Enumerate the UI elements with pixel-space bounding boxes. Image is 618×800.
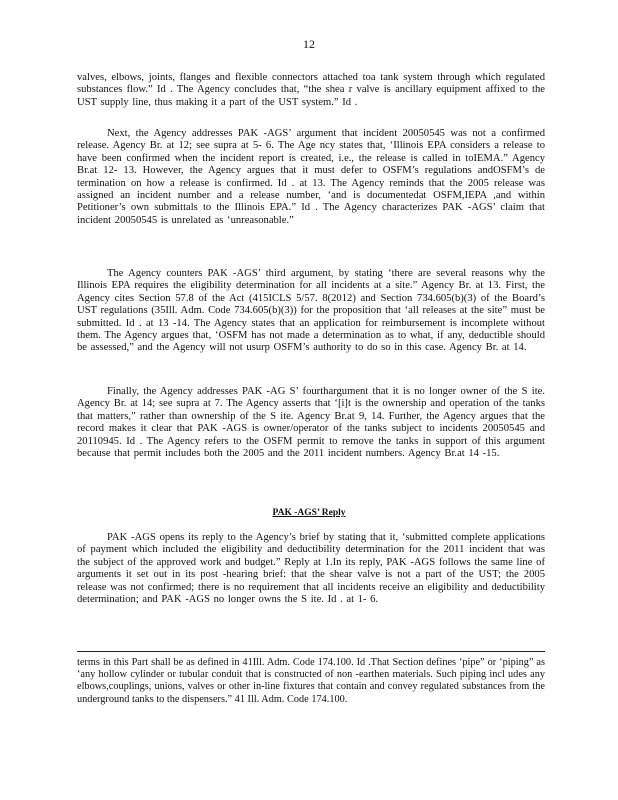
paragraph-continuation [77, 72, 545, 109]
paragraph-text: PAK -AGS opens its reply to the Agency’s brief by stating that it, ‘submitted complete applications of payment which included the eligibility and deductibility determination for the 2011 incident that was the subject of the approved work and budget.” Reply at 1.In its reply, PAK -AGS follows the same line of arguments it set out in its post -hearing brief: that the shear valve is not a part of the UST; the 2005 release was not confirmed; there is no requirement that all incidents receive an eligibility and deductibility determination; and PAK -AGS no longer owns the S ite. Id . at 1- 6. [77, 532, 545, 606]
paragraph-text: Next, the Agency addresses PAK -AGS’ argument that incident 20050545 was not a confirmed release. Agency Br. at 12; see supra at 5- 6. The Age ncy states that, ‘Illinois EPA considers a release to have been confirmed when the incident report is created, i.e., the release is called in toIEMA.” Agency Br.at 12- 13. However, the Agency argues that it must defer to OSFM’s regulations andOSFM’s de termination on how a release is confirmed. Id . at 13. The Agency reminds that the 2005 release was assigned an incident number and a release number, ‘and is documentedat OSFM,IEPA ,and within Petitioner’s own submittals to the Illinois EPA.” Id . The Agency characterizes PAK -AGS’ claim that incident 20050545 is unrelated as ‘unreasonable.” [77, 128, 545, 226]
footnote-divider [77, 651, 545, 652]
paragraph-text: valves, elbows, joints, flanges and flexible connectors attached toa tank system through which regulated substances flow.” Id . The Agency concludes that, “the shea r valve is ancillary equipment affixed to the UST supply line, thus making it a part of the UST system.” Id . [77, 72, 545, 108]
paragraph-reply [77, 532, 545, 606]
paragraph-eligibility [77, 268, 545, 355]
paragraph-text: The Agency counters PAK -AGS’ third argument, by stating ‘there are several reasons why the Illinois EPA requires the eligibility determination for all incidents at a site.” Agency Br. at 13. First, the Agency cites Section 57.8 of the Act (415ICLS 5/57. 8(2012) and Section 734.605(b)(3) of the Board’s UST regulations (35Ill. Adm. Code 734.605(b)(3)) for the proposition that ‘all releases at the site” must be submitted. Id . at 13 -14. The Agency states that an application for reimbursement is incomplete without them. The Agency argues that, ‘OSFM has not made a determination as to what, if any, deductible should be assessed,” and the Agency will not usurp OSFM’s authority to do so in this case. Agency Br. at 14. [77, 268, 545, 354]
paragraph-ownership [77, 386, 545, 460]
footnote-text: terms in this Part shall be as defined in 41Ill. Adm. Code 174.100. Id .That Section defines ‘pipe” or ‘piping” as ‘any hollow cylinder or tubular conduit that is constructed of non -earthen materials. Such piping incl udes any elbows,couplings, unions, valves or other in-line fixtures that contain and convey regulated substances from the underground tanks to the dispensers.” 41 Ill. Adm. Code 174.100. [77, 657, 545, 705]
paragraph-text: Finally, the Agency addresses PAK -AG S’ fourthargument that it is no longer owner of the S ite. Agency Br. at 14; see supra at 7. The Agency asserts that ‘[i]t is the ownership and operation of the tanks that matters,” rather than ownership of the S ite. Agency Br.at 9, 14. Further, the Agency argues that the record makes it clear that PAK -AGS is owner/operator of the tanks subject to incidents 20050545 and 20110945. Id . The Agency refers to the OSFM permit to remove the tanks in support of this argument because that permit includes both the 2005 and the 2011 incident numbers. Agency Br.at 14 -15. [77, 386, 545, 460]
paragraph-osfm-confirmation [77, 128, 545, 227]
page-number: 12 [303, 37, 315, 51]
section-heading-reply: PAK -AGS’ Reply [272, 508, 346, 518]
footnote [77, 657, 545, 706]
